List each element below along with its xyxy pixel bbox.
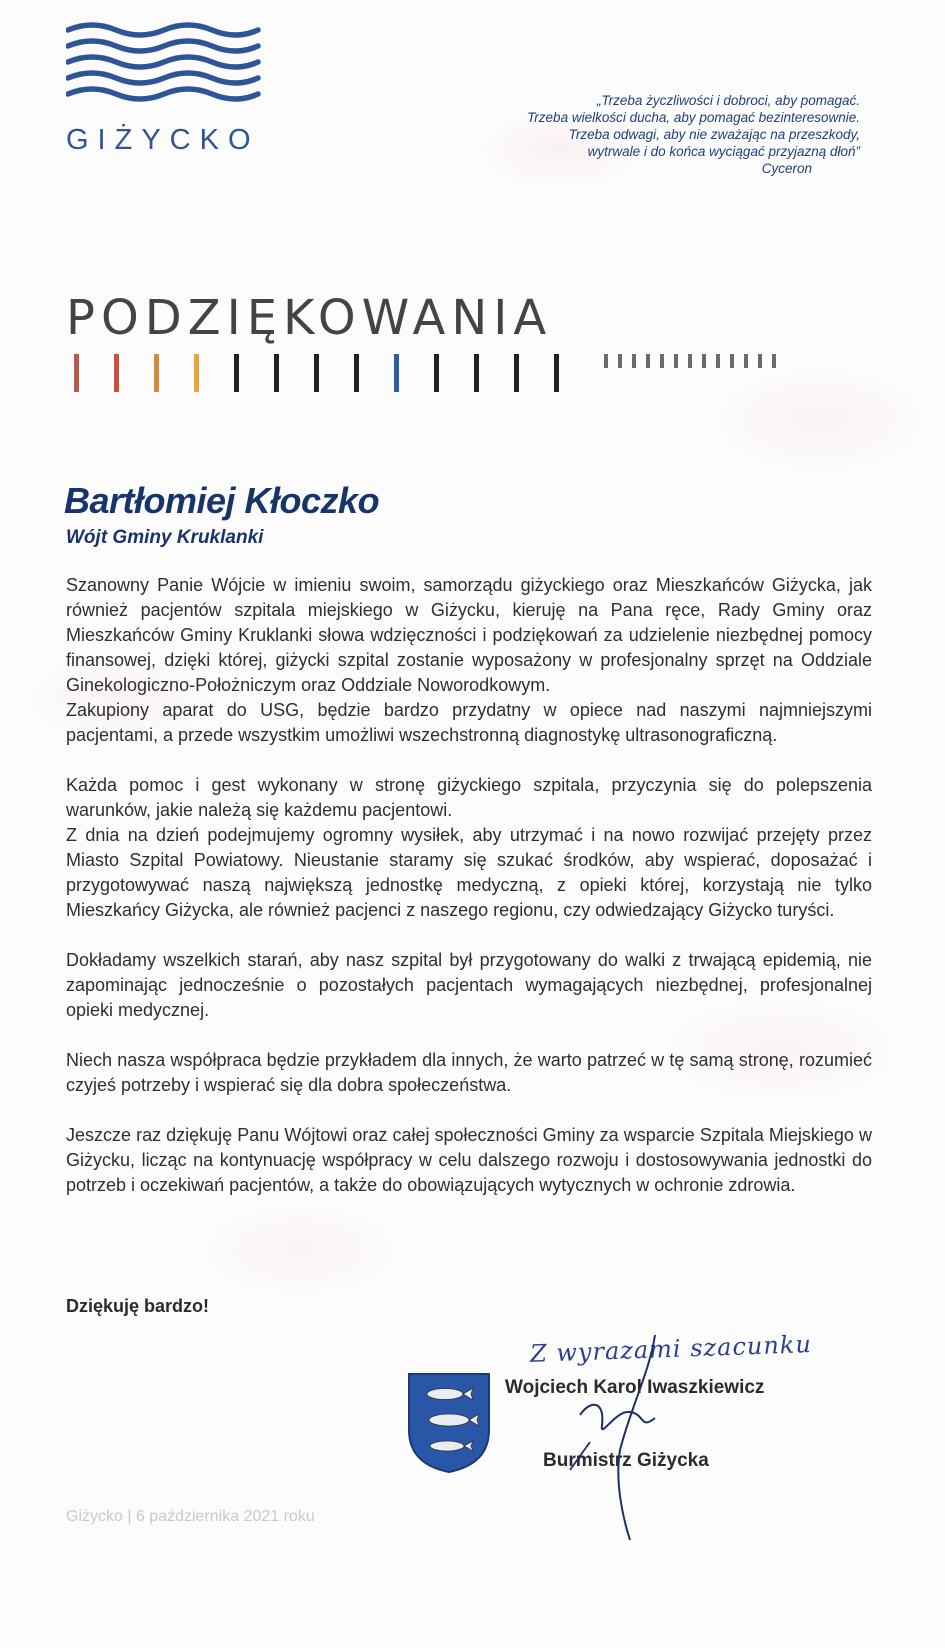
color-bar <box>354 354 359 392</box>
color-bar <box>234 354 239 392</box>
cicero-quote <box>430 92 860 177</box>
logo-wordmark: GIŻYCKO <box>66 124 260 156</box>
color-bar <box>274 354 279 392</box>
color-bars-decoration <box>66 352 866 402</box>
small-bar <box>604 354 608 368</box>
color-bar <box>74 354 79 392</box>
body-paragraph: Niech nasza współpraca będzie przykładem dla innych, że warto patrzeć w tę samą stronę, rozumieć czyjeś potrzeby i wspierać się dla dobra społeczeństwa. <box>66 1050 872 1095</box>
coat-of-arms-icon <box>407 1372 491 1474</box>
small-bar <box>618 354 622 368</box>
recipient-title: Wójt Gminy Kruklanki <box>66 527 264 548</box>
color-bar <box>314 354 319 392</box>
body-paragraph: Każda pomoc i gest wykonany w stronę giżyckiego szpitala, przyczynia się do polepszenia warunków, jakie należą się każdemu pacjentowi. <box>66 775 872 820</box>
color-bar <box>474 354 479 392</box>
quote-line: wytrwale i do końca wyciągać przyjazną dłoń” <box>587 144 860 159</box>
small-bar <box>688 354 692 368</box>
page-title: PODZIĘKOWANIA <box>66 290 553 346</box>
small-bar <box>646 354 650 368</box>
handwritten-note: Z wyrazami szacunku <box>529 1330 813 1368</box>
quote-author: Cyceron <box>761 161 812 176</box>
footer-date-line: Giżycko | 6 października 2021 roku <box>66 1508 315 1525</box>
small-bar <box>702 354 706 368</box>
small-bar <box>758 354 762 368</box>
closing-line: Dziękuję bardzo! <box>66 1296 210 1316</box>
color-bar <box>394 354 399 392</box>
small-bar <box>674 354 678 368</box>
color-bar <box>434 354 439 392</box>
small-bar <box>632 354 636 368</box>
signer-role: Burmistrz Giżycka <box>543 1450 709 1471</box>
body-paragraph: Zakupiony aparat do USG, będzie bardzo przydatny w opiece nad naszymi najmniejszymi pacjentami, a przede wszystkim umożliwi wszechstronną diagnostykę ultrasonograficzną. <box>66 700 872 745</box>
small-bar <box>660 354 664 368</box>
small-bar <box>772 354 776 368</box>
color-bar <box>514 354 519 392</box>
signer-name: Wojciech Karol Iwaszkiewicz <box>505 1377 765 1398</box>
handwritten-signature <box>560 1330 700 1545</box>
small-bar <box>730 354 734 368</box>
color-bar <box>554 354 559 392</box>
color-bar <box>154 354 159 392</box>
body-paragraph: Z dnia na dzień podejmujemy ogromny wysiłek, aby utrzymać i na nowo rozwijać przejęty przez Miasto Szpital Powiatowy. Nieustanie staramy się szukać środków, aby wspierać, doposażać i przygotowywać naszą największą jednostkę medyczną, z opieki której, korzystają nie tylko Mieszkańcy Giżycka, ale również pacjenci z naszego regionu, czy odwiedzający Giżycko turyści. <box>66 825 872 920</box>
small-bar <box>744 354 748 368</box>
quote-line: Trzeba odwagi, aby nie zważając na przeszkody, <box>568 127 860 142</box>
letter-body <box>66 573 872 1198</box>
quote-line: „Trzeba życzliwości i dobroci, aby pomagać. <box>596 93 860 108</box>
recipient-name: Bartłomiej Kłoczko <box>64 480 380 521</box>
small-bar <box>716 354 720 368</box>
quote-line: Trzeba wielkości ducha, aby pomagać bezinteresownie. <box>527 110 860 125</box>
color-bar <box>194 354 199 392</box>
body-paragraph: Szanowny Panie Wójcie w imieniu swoim, samorządu giżyckiego oraz Mieszkańców Giżycka, jak również pacjentów szpitala miejskiego w Giżycku, kieruję na Pana ręce, Rady Gminy oraz Mieszkańców Gminy Kruklanki słowa wdzięczności i podziękowań za udzielenie niezbędnej pomocy finansowej, dzięki której, giżycki szpital zostanie wyposażony w profesjonalny sprzęt na Oddziale Ginekologiczno-Położniczym oraz Oddziale Noworodkowym. <box>66 575 872 695</box>
color-bar <box>114 354 119 392</box>
body-paragraph: Dokładamy wszelkich starań, aby nasz szpital był przygotowany do walki z trwającą epidemią, nie zapominając jednocześnie o pozostałych pacjentach wymagających niezbędnej, profesjonalnej opieki medycznej. <box>66 950 872 1020</box>
body-paragraph: Jeszcze raz dziękuję Panu Wójtowi oraz całej społeczności Gminy za wsparcie Szpitala Miejskiego w Giżycku, licząc na kontynuację współpracy w celu dalszego rozwoju i dostosowywania jednostki do potrzeb i oczekiwań pacjentów, a także do obowiązujących wytycznych w ochronie zdrowia. <box>66 1125 872 1195</box>
